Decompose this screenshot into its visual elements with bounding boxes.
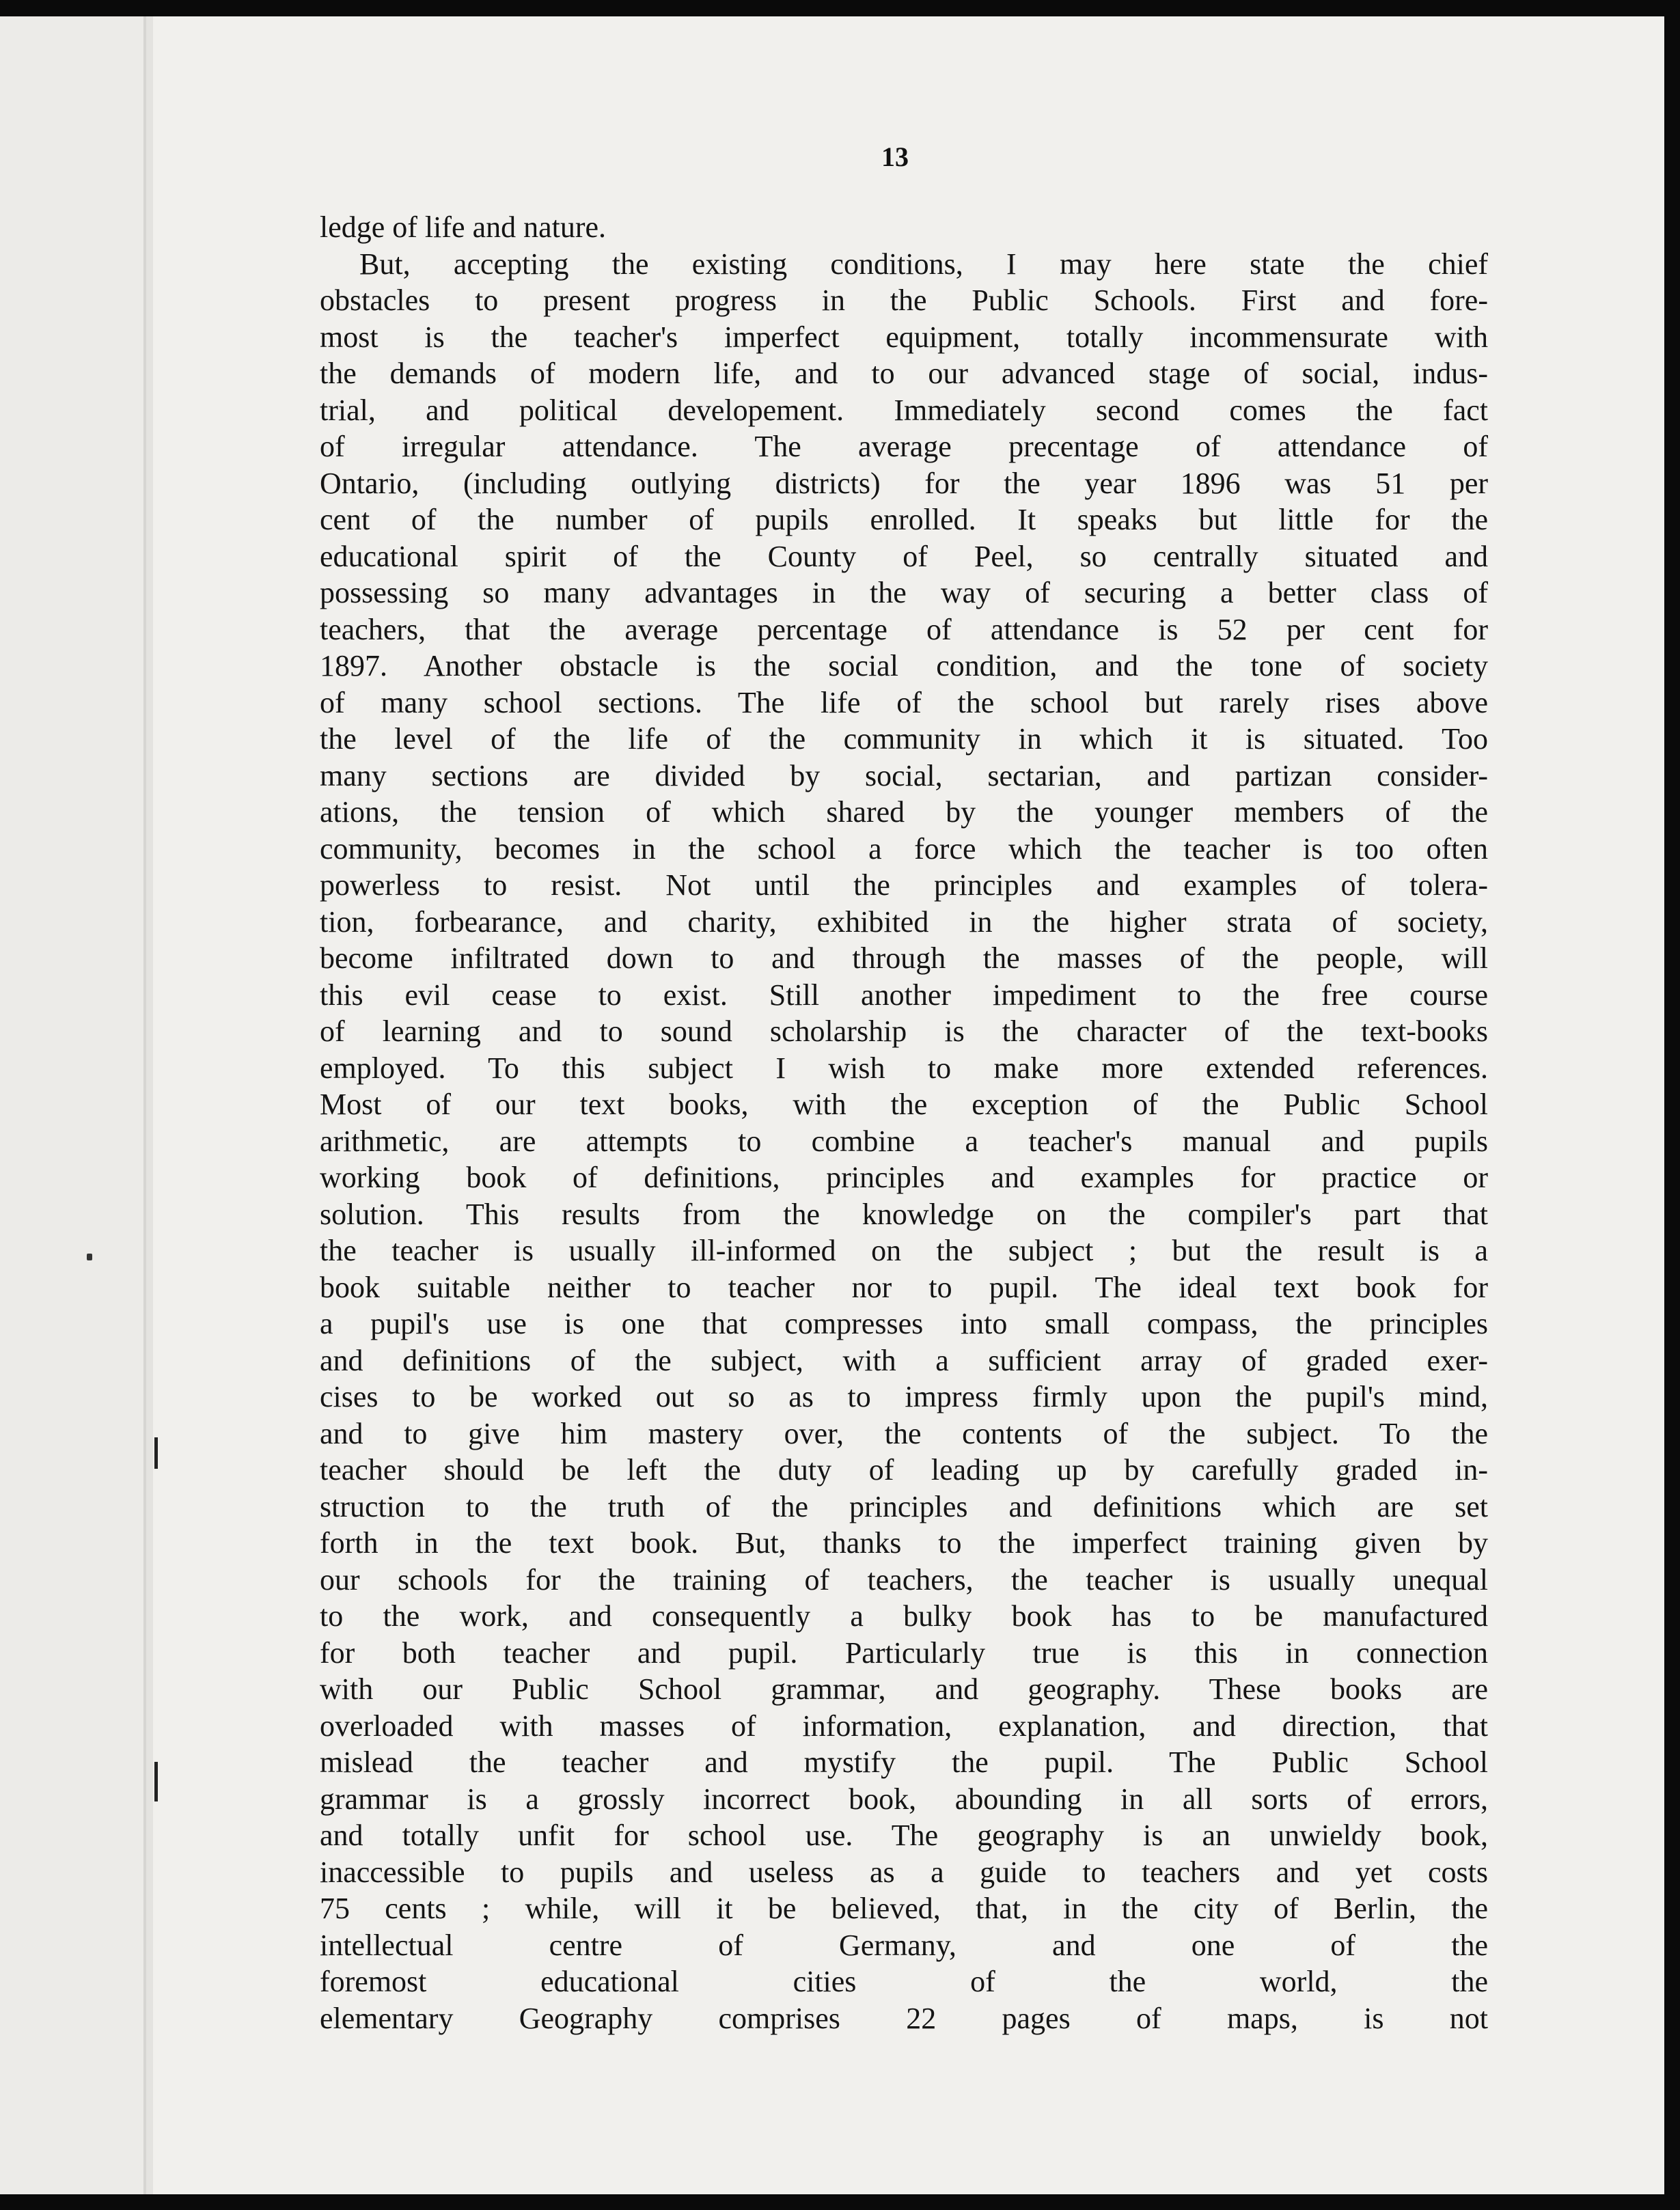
text-line: employed. To this subject I wish to make more extended references. bbox=[320, 1051, 1488, 1085]
text-line: tion, forbearance, and charity, exhibited in the higher strata of society, bbox=[320, 904, 1488, 939]
text-line: many sections are divided by social, sectarian, and partizan consider- bbox=[320, 758, 1488, 792]
body-text bbox=[320, 209, 1488, 2036]
text-line: obstacles to present progress in the Public Schools. First and fore- bbox=[320, 284, 1488, 317]
text-line: 75 cents ; while, will it be believed, that, in the city of Berlin, the bbox=[320, 1892, 1488, 1925]
text-line: teacher should be left the duty of leading up by carefully graded in- bbox=[320, 1453, 1488, 1487]
text-line: our schools for the training of teachers, the teacher is usually unequal bbox=[320, 1562, 1488, 1597]
text-line: the demands of modern life, and to our advanced stage of social, indus- bbox=[320, 357, 1488, 390]
text-line: the teacher is usually ill-informed on the subject ; but the result is a bbox=[320, 1234, 1488, 1267]
text-line: this evil cease to exist. Still another impediment to the free course bbox=[320, 978, 1488, 1012]
margin-tick bbox=[154, 1762, 158, 1801]
text-line: and totally unfit for school use. The geography is an unwieldy book, bbox=[320, 1819, 1488, 1852]
text-line: with our Public School grammar, and geography. These books are bbox=[320, 1672, 1488, 1706]
text-line: elementary Geography comprises 22 pages of maps, is not bbox=[320, 2001, 1488, 2035]
text-line: powerless to resist. Not until the principles and examples of tolera- bbox=[320, 868, 1488, 902]
text-line: arithmetic, are attempts to combine a teacher's manual and pupils bbox=[320, 1124, 1488, 1158]
text-line: struction to the truth of the principles and definitions which are set bbox=[320, 1489, 1488, 1523]
text-line: solution. This results from the knowledge on the compiler's part that bbox=[320, 1197, 1488, 1231]
page-number: 13 bbox=[881, 141, 909, 172]
text-line: intellectual centre of Germany, and one of the bbox=[320, 1928, 1488, 1962]
text-line: educational spirit of the County of Peel, so centrally situated and bbox=[320, 539, 1488, 573]
text-line: But, accepting the existing conditions, I may here state the chief bbox=[359, 247, 1488, 281]
text-line: grammar is a grossly incorrect book, abounding in all sorts of errors, bbox=[320, 1782, 1488, 1816]
text-line: working book of definitions, principles and examples for practice or bbox=[320, 1161, 1488, 1194]
text-line: 1897. Another obstacle is the social condition, and the tone of society bbox=[320, 649, 1488, 682]
binding-fold bbox=[146, 16, 153, 2194]
text-line: ledge of life and nature. bbox=[320, 210, 607, 244]
text-line: and definitions of the subject, with a sufficient array of graded exer- bbox=[320, 1343, 1488, 1377]
text-line: cent of the number of pupils enrolled. It speaks but little for the bbox=[320, 503, 1488, 536]
scan-border-top bbox=[0, 0, 1680, 16]
text-line: of irregular attendance. The average precentage of attendance of bbox=[320, 430, 1488, 463]
text-line: inaccessible to pupils and useless as a guide to teachers and yet costs bbox=[320, 1855, 1488, 1889]
text-line: a pupil's use is one that compresses into small compass, the principles bbox=[320, 1307, 1488, 1340]
text-line: trial, and political developement. Immediately second comes the fact bbox=[320, 393, 1488, 427]
text-line: most is the teacher's imperfect equipment, totally incommensurate with bbox=[320, 320, 1488, 354]
scan-border-right bbox=[1664, 0, 1680, 2210]
text-line: foremost educational cities of the world, the bbox=[320, 1965, 1488, 1998]
text-line: the level of the life of the community in which it is situated. Too bbox=[320, 722, 1488, 756]
scan-border-bottom bbox=[0, 2194, 1680, 2210]
text-line: of learning and to sound scholarship is the character of the text-books bbox=[320, 1014, 1488, 1048]
text-line: teachers, that the average percentage of attendance is 52 per cent for bbox=[320, 612, 1488, 646]
text-line: book suitable neither to teacher nor to pupil. The ideal text book for bbox=[320, 1270, 1488, 1304]
text-line: cises to be worked out so as to impress firmly upon the pupil's mind, bbox=[320, 1380, 1488, 1413]
text-line: overloaded with masses of information, explanation, and direction, that bbox=[320, 1709, 1488, 1743]
text-line: become infiltrated down to and through the masses of the people, will bbox=[320, 941, 1488, 975]
margin-tick bbox=[154, 1437, 158, 1469]
text-line: Ontario, (including outlying districts) for the year 1896 was 51 per bbox=[320, 466, 1488, 500]
text-line: and to give him mastery over, the contents of the subject. To the bbox=[320, 1416, 1488, 1450]
page-gutter bbox=[0, 16, 146, 2194]
text-line: Most of our text books, with the exception of the Public School bbox=[320, 1088, 1488, 1121]
text-line: ations, the tension of which shared by the younger members of the bbox=[320, 795, 1488, 829]
margin-speck bbox=[87, 1254, 92, 1260]
text-line: for both teacher and pupil. Particularly true is this in connection bbox=[320, 1635, 1488, 1670]
text-line: possessing so many advantages in the way of securing a better class of bbox=[320, 576, 1488, 609]
text-line: mislead the teacher and mystify the pupil. The Public School bbox=[320, 1745, 1488, 1779]
text-line: forth in the text book. But, thanks to the imperfect training given by bbox=[320, 1526, 1488, 1560]
text-line: to the work, and consequently a bulky book has to be manufactured bbox=[320, 1599, 1488, 1633]
text-line: community, becomes in the school a force which the teacher is too often bbox=[320, 831, 1488, 866]
text-line: of many school sections. The life of the school but rarely rises above bbox=[320, 685, 1488, 719]
